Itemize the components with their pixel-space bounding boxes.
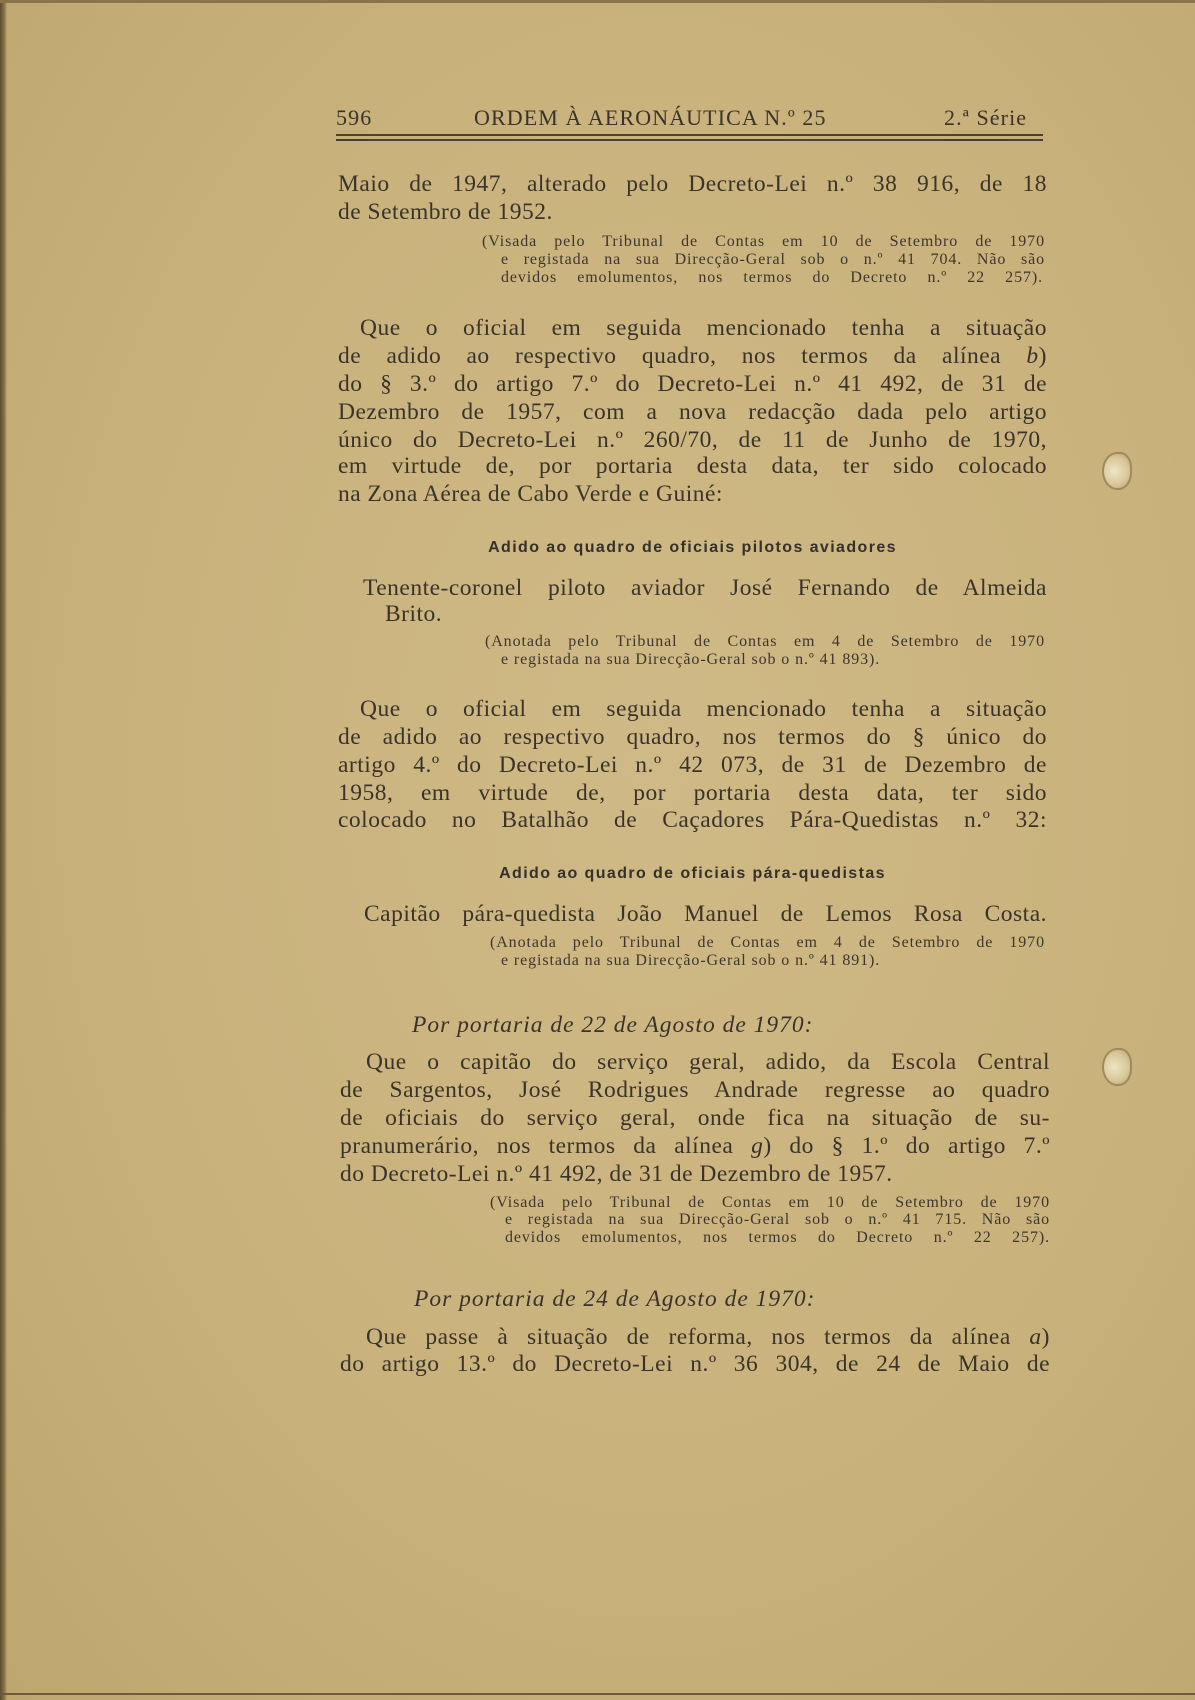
section-heading: Adido ao quadro de oficiais pilotos aviadores	[488, 539, 897, 556]
italic-letter: g	[751, 1133, 764, 1159]
section-heading: Adido ao quadro de oficiais pára-quedistas	[499, 865, 886, 882]
page-edge-left	[0, 0, 7, 1700]
annotation-line: (Visada pelo Tribunal de Contas em 10 de Setembro de 1970	[490, 1194, 1050, 1211]
page-edge-top	[0, 0, 1195, 3]
paragraph-line	[338, 342, 1047, 370]
line-text: )	[1038, 343, 1047, 369]
annotation-line: devidos emolumentos, nos termos do Decreto n.º 22 257).	[501, 269, 1043, 286]
line-text: Que passe à situação de reforma, nos termos da alínea	[366, 1324, 1030, 1350]
officer-entry-line: Brito.	[385, 601, 443, 627]
staple-hole-mark	[1102, 1048, 1132, 1086]
paragraph-line: na Zona Aérea de Cabo Verde e Guiné:	[338, 481, 723, 507]
line-text: ) do § 1.º do artigo 7.º	[763, 1133, 1050, 1159]
staple-hole-mark	[1102, 452, 1132, 490]
paragraph-line: Que o oficial em seguida mencionado tenha a situação	[360, 696, 1047, 722]
header-rule-top	[336, 134, 1043, 136]
portaria-heading: Por portaria de 24 de Agosto de 1970:	[414, 1286, 816, 1312]
paragraph-line: do § 3.º do artigo 7.º do Decreto-Lei n.º 41 492, de 31 de	[338, 371, 1047, 397]
line-text: de adido ao respectivo quadro, nos termos da alínea	[338, 343, 1027, 369]
annotation-line: (Anotada pelo Tribunal de Contas em 4 de Setembro de 1970	[490, 934, 1045, 951]
paragraph-line: do artigo 13.º do Decreto-Lei n.º 36 304, de 24 de Maio de	[340, 1351, 1050, 1377]
annotation-line: (Anotada pelo Tribunal de Contas em 4 de Setembro de 1970	[485, 633, 1045, 650]
paragraph-line: Dezembro de 1957, com a nova redacção dada pelo artigo	[338, 399, 1047, 425]
series-label: 2.ª Série	[944, 105, 1028, 130]
paragraph-line: de adido ao respectivo quadro, nos termos do § único do	[338, 724, 1047, 750]
line-text: pranumerário, nos termos da alínea	[340, 1133, 752, 1159]
italic-letter: a	[1029, 1324, 1042, 1350]
annotation-line: (Visada pelo Tribunal de Contas em 10 de Setembro de 1970	[482, 233, 1045, 250]
publication-title: ORDEM À AERONÁUTICA N.º 25	[474, 105, 827, 130]
annotation-line: e registada na sua Direcção-Geral sob o n.º 41 891).	[501, 952, 881, 969]
annotation-line: e registada na sua Direcção-Geral sob o n.º 41 715. Não são	[505, 1211, 1050, 1228]
header-rule-bottom	[336, 139, 1043, 141]
paragraph-line: colocado no Batalhão de Caçadores Pára-Quedistas n.º 32:	[338, 807, 1047, 833]
paragraph-line: de Setembro de 1952.	[338, 199, 553, 225]
paragraph-line: Que o capitão do serviço geral, adido, da Escola Central	[366, 1049, 1050, 1075]
paragraph-line: 1958, em virtude de, por portaria desta data, ter sido	[338, 780, 1047, 806]
paragraph-line: artigo 4.º do Decreto-Lei n.º 42 073, de 31 de Dezembro de	[338, 752, 1047, 778]
paragraph-line: de Sargentos, José Rodrigues Andrade regresse ao quadro	[340, 1077, 1050, 1103]
line-text: )	[1041, 1324, 1050, 1350]
paragraph-line	[366, 1323, 1050, 1351]
italic-letter: b	[1026, 343, 1039, 369]
annotation-line: devidos emolumentos, nos termos do Decreto n.º 22 257).	[505, 1229, 1050, 1246]
page-edge-bottom	[0, 1693, 1195, 1695]
annotation-line: e registada na sua Direcção-Geral sob o n.º 41 704. Não são	[501, 251, 1045, 268]
officer-entry-line: Capitão pára-quedista João Manuel de Lemos Rosa Costa.	[364, 901, 1047, 927]
page-number: 596	[336, 105, 373, 130]
officer-entry-line: Tenente-coronel piloto aviador José Fernando de Almeida	[363, 575, 1047, 601]
paragraph-line: único do Decreto-Lei n.º 260/70, de 11 de Junho de 1970,	[338, 427, 1047, 453]
paragraph-line: Que o oficial em seguida mencionado tenha a situação	[360, 315, 1047, 341]
paragraph-line	[340, 1132, 1050, 1160]
portaria-heading: Por portaria de 22 de Agosto de 1970:	[412, 1012, 814, 1038]
paragraph-line: Maio de 1947, alterado pelo Decreto-Lei n.º 38 916, de 18	[338, 171, 1047, 197]
paragraph-line: de oficiais do serviço geral, onde fica na situação de su-	[340, 1105, 1050, 1131]
annotation-line: e registada na sua Direcção-Geral sob o n.º 41 893).	[501, 651, 881, 668]
paragraph-line: do Decreto-Lei n.º 41 492, de 31 de Dezembro de 1957.	[340, 1161, 893, 1187]
paragraph-line: em virtude de, por portaria desta data, ter sido colocado	[338, 453, 1047, 479]
